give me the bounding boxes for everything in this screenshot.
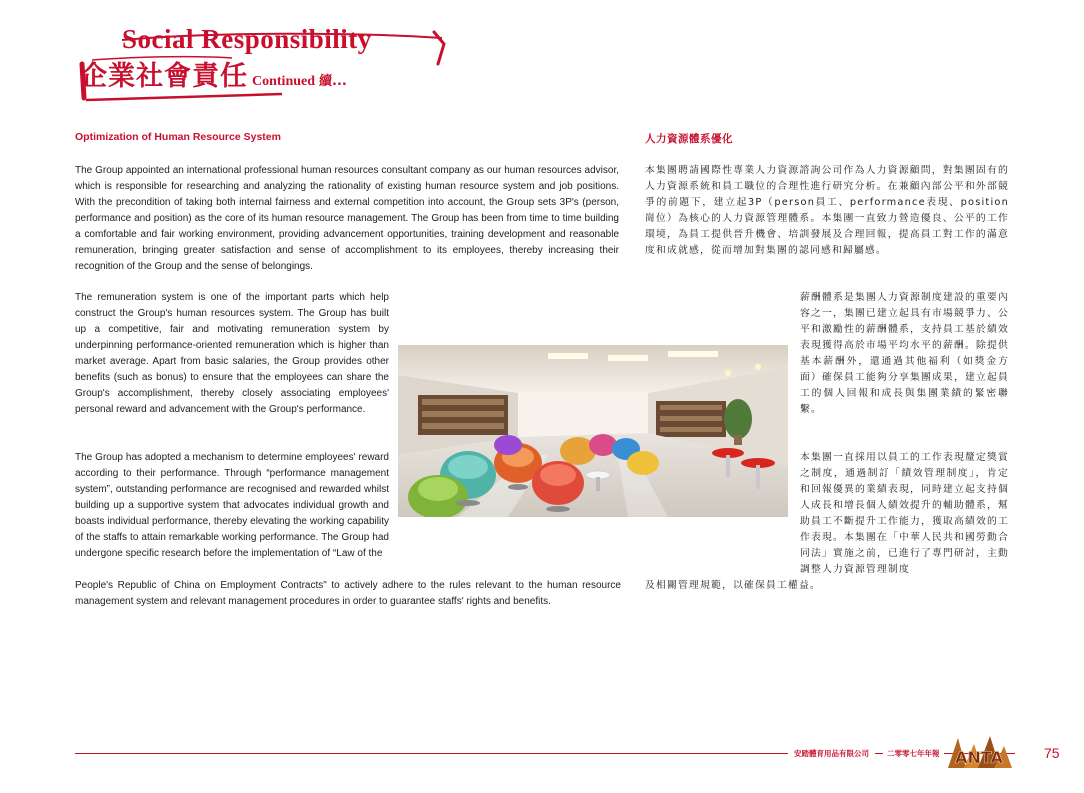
english-paragraph-1: The Group appointed an international professional human resources consultant company as our human resources advisor, which is responsible for researching and analyzing the rationality of existing human resource system and job positions. With the precondition of taking both internal fairness and external competition into account, the Group sets 3P's (person, performance and position) as the core of its human resource management. The Group has been from time to time building a comfortable and fair working environment, providing advancement opportunities, training development and reasonable remuneration, bringing greater satisfaction and sense of accomplishment to its employees, thereby increasing their recognition of the Group and the sense of belongings. (75, 165, 619, 272)
chinese-paragraph-3-end: 及相關管理規範，以確保員工權益。 (645, 580, 821, 591)
page-subtitle (80, 54, 347, 92)
english-paragraph-3: The Group has adopted a mechanism to determine employees' reward according to their performance. Through “performance management system”, outstanding performance are recognised and rewarded whilst building up a supportive system that advocates individual growth and boasts individual performance, thereby elevating the working capability of the staffs to attain remarkable working performance. The Group had undergone specific research before the implementation of “Law of the (75, 452, 389, 559)
english-paragraph-2: The remuneration system is one of the important parts which help construct the Group's human resources system. The Group has built up a competitive, fair and motivating remuneration system by underpinning performance-oriented remuneration which is higher than market average. Apart from basic salaries, the Group provides other benefits (such as bonus) to ensure that the employees can share the Group's accomplishment, thereby closely associating employees' personal reward and advancement with the Group's performance. (75, 292, 389, 415)
chinese-paragraph-1: 本集團聘請國際性專業人力資源諮詢公司作為人力資源顧問，對集團固有的人力資源系統和員工職位的合理性進行研究分析。在兼顧內部公平和外部競爭的前題下，建立起3P（person員工、performance表現、position崗位）為核心的人力資源管理體系。本集團一直致力營造優良、公平的工作環境，為員工提供晉升機會、培訓發展及合理回報，提高員工對工作的滿意度和成就感，從而增加對集團的認同感和歸屬感。 (645, 165, 1009, 256)
section-heading-english: Optimization of Human Resource System (75, 131, 281, 143)
continued-label: Continued (252, 74, 316, 89)
page-title: Social Responsibility (122, 24, 372, 54)
footer-company-name: 安踏體育用品有限公司 (788, 748, 875, 759)
page-number: 75 (1044, 745, 1060, 761)
office-lounge-photo (398, 345, 788, 517)
anta-logo-icon (944, 732, 1014, 772)
logo-text: ANTA (955, 748, 1003, 767)
section-heading-chinese: 人力資源體系優化 (645, 133, 733, 145)
chinese-paragraph-2: 薪酬體系是集團人力資源制度建設的重要內容之一，集團已建立起具有市場競爭力、公平和激勵性的薪酬體系，支持員工基於績效表現獲得高於市場平均水平的薪酬。除提供基本薪酬外，還通過其他福利（如獎金方面）確保員工能夠分享集團成果，建立起員工的個人回報和成長與集團業績的緊密聯繫。 (800, 292, 1009, 415)
english-paragraph-3-end: People's Republic of China on Employment Contracts" to actively adhere to the rules relevant to the human resource management system and relevant management procedures in order to guarantee staffs' rights and benefits. (75, 580, 621, 607)
chinese-paragraph-3: 本集團一直採用以員工的工作表現釐定獎賞之制度，通過制訂「績效管理制度」，肯定和回報優異的業績表現，同時建立起支持個人成長和增長個人績效提升的輔助體系，幫助員工不斷提升工作能力，獲取高績效的工作表現。本集團在「中華人民共和國勞動合同法」實施之前，已進行了專門研討，主動調整人力資源管理制度 (800, 452, 1009, 575)
subtitle-chinese: 企業社會責任 (80, 61, 248, 92)
continued-label-chinese: 續... (319, 74, 347, 89)
footer-report-title: 二零零七年年報 (883, 748, 944, 759)
